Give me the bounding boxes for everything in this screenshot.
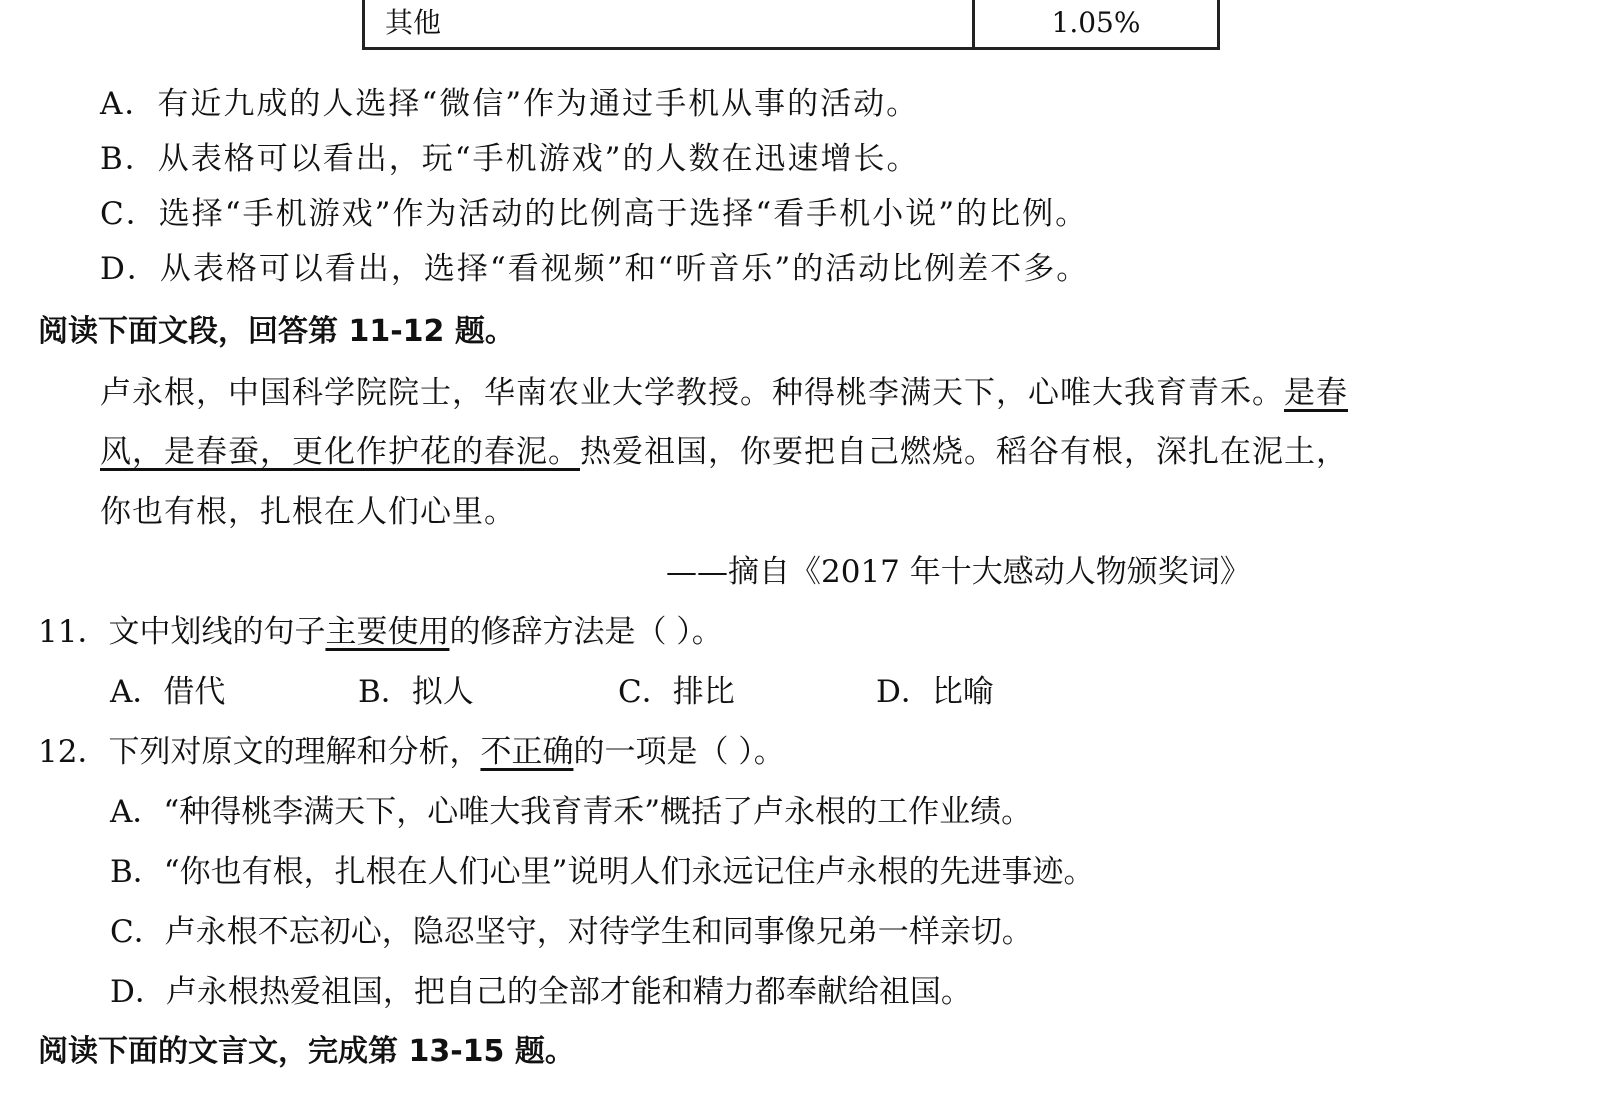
question-12-prefix: 12．下列对原文的理解和分析， bbox=[38, 734, 481, 770]
passage-underlined-end: 风，是春蚕，更化作护花的春泥。 bbox=[100, 434, 580, 470]
question-11-suffix: 的修辞方法是（ ）。 bbox=[449, 614, 723, 650]
question-12-emphasis: 不正确 bbox=[480, 734, 574, 770]
question-11 bbox=[38, 612, 723, 652]
section-heading-11-12: 阅读下面文段，回答第 11-12 题。 bbox=[38, 314, 515, 349]
q12-option-c: C．卢永根不忘初心，隐忍坚守，对待学生和同事像兄弟一样亲切。 bbox=[110, 914, 1033, 950]
passage-line-1 bbox=[100, 373, 1348, 413]
passage-source: ——摘自《2017 年十大感动人物颁奖词》 bbox=[666, 554, 1251, 590]
table-cell-label: 其他 bbox=[365, 0, 975, 47]
q10-option-b: B．从表格可以看出，玩“手机游戏”的人数在迅速增长。 bbox=[100, 141, 920, 177]
passage-line-2-text: 热爱祖国，你要把自己燃烧。稻谷有根，深扎在泥土， bbox=[580, 434, 1348, 470]
question-11-prefix: 11．文中划线的句子 bbox=[38, 614, 326, 650]
question-12-suffix: 的一项是（ ）。 bbox=[573, 734, 785, 770]
section-heading-13-15: 阅读下面的文言文，完成第 13-15 题。 bbox=[38, 1034, 575, 1069]
table-cell-value: 1.05% bbox=[1051, 6, 1141, 39]
q11-option-c: C．排比 bbox=[618, 674, 735, 710]
passage-underlined-start: 是春 bbox=[1284, 375, 1348, 411]
passage-line-3: 你也有根，扎根在人们心里。 bbox=[100, 494, 516, 530]
q11-option-b: B．拟人 bbox=[358, 674, 474, 710]
data-table-last-row bbox=[362, 0, 1220, 50]
question-11-emphasis: 主要使用 bbox=[325, 614, 450, 650]
question-11-options bbox=[110, 672, 1110, 712]
q11-option-d: D．比喻 bbox=[876, 674, 994, 710]
q12-option-a: A．“种得桃李满天下，心唯大我育青禾”概括了卢永根的工作业绩。 bbox=[110, 794, 1033, 830]
q10-option-a: A．有近九成的人选择“微信”作为通过手机从事的活动。 bbox=[100, 86, 920, 122]
q12-option-d: D．卢永根热爱祖国，把自己的全部才能和精力都奉献给祖国。 bbox=[110, 974, 972, 1010]
passage-line-2 bbox=[100, 432, 1348, 472]
q11-option-a: A．借代 bbox=[110, 674, 226, 710]
q10-option-c: C．选择“手机游戏”作为活动的比例高于选择“看手机小说”的比例。 bbox=[100, 196, 1089, 232]
passage-line-1-text: 卢永根，中国科学院院士，华南农业大学教授。种得桃李满天下，心唯大我育青禾。 bbox=[100, 375, 1284, 411]
q12-option-b: B．“你也有根，扎根在人们心里”说明人们永远记住卢永根的先进事迹。 bbox=[110, 854, 1095, 890]
q10-option-d: D．从表格可以看出，选择“看视频”和“听音乐”的活动比例差不多。 bbox=[100, 251, 1090, 287]
question-12 bbox=[38, 732, 785, 772]
